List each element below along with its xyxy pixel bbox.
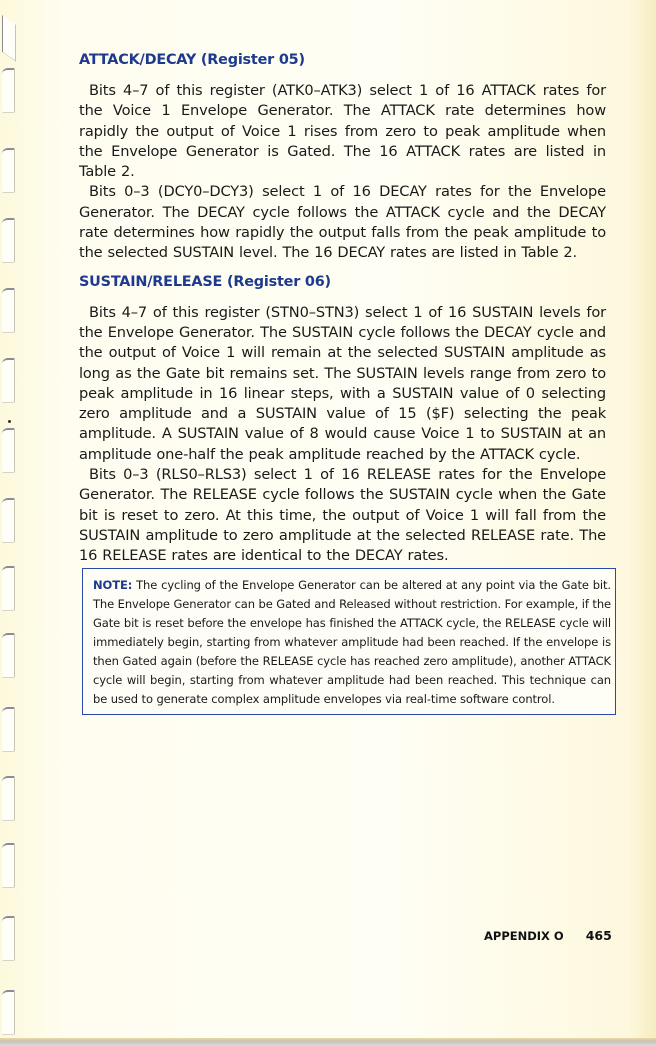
binder-hole: [2, 707, 15, 752]
binder-hole: [2, 218, 15, 263]
paragraph-attack: Bits 4–7 of this register (ATK0–ATK3) select 1 of 16 ATTACK rates for the Voice 1 Envelope Generator. The ATTACK rate determines how rapidly the output of Voice 1 rises from zero to peak amplitude when the Envelope Generator is Gated. The 16 ATTACK rates are listed in Table 2.: [79, 82, 606, 181]
ink-dot: [8, 420, 11, 423]
binder-hole: [2, 498, 15, 543]
paragraph-release: Bits 0–3 (RLS0–RLS3) select 1 of 16 RELEASE rates for the Envelope Generator. The RELEASE cycle follows the SUSTAIN cycle when the Gate bit is reset to zero. At this time, the output of Voice 1 will fall from the SUSTAIN amplitude to zero amplitude at the selected RELEASE rate. The 16 RELEASE rates are identical to the DECAY rates.: [79, 466, 606, 565]
binder-hole: [2, 990, 15, 1035]
binder-hole: [2, 15, 16, 62]
note-label: NOTE:: [93, 578, 133, 592]
binder-hole: [2, 843, 15, 888]
note-text: [93, 576, 611, 709]
page-number: 465: [585, 928, 612, 943]
page-content: [79, 50, 606, 567]
binder-hole: [2, 566, 15, 611]
section-heading-attack-decay: ATTACK/DECAY (Register 05): [79, 52, 305, 68]
section-heading-sustain-release: SUSTAIN/RELEASE (Register 06): [79, 273, 331, 290]
binder-hole: [2, 148, 15, 193]
paragraph-sustain: Bits 4–7 of this register (STN0–STN3) select 1 of 16 SUSTAIN levels for the Envelope Generator. The SUSTAIN cycle follows the DECAY cycle and the output of Voice 1 will remain at the selected SUSTAIN amplitude as long as the Gate bit remains set. The SUSTAIN levels range from zero to peak amplitude in 16 linear steps, with a SUSTAIN value of 0 selecting zero amplitude and a SUSTAIN value of 15 ($F) selecting the peak amplitude. A SUSTAIN value of 8 would cause Voice 1 to SUSTAIN at an amplitude one-half the peak amplitude reached by the ATTACK cycle.: [79, 303, 606, 463]
note-box: [82, 568, 616, 715]
page-footer: [484, 928, 612, 943]
binder-hole: [2, 428, 15, 473]
page-edge: [0, 1038, 656, 1046]
binder-hole: [2, 358, 15, 403]
binder-hole: [2, 633, 15, 678]
footer-section-label: APPENDIX O: [484, 929, 564, 943]
binder-hole: [2, 68, 15, 113]
binder-hole: [2, 288, 15, 333]
paragraph-decay: Bits 0–3 (DCY0–DCY3) select 1 of 16 DECAY rates for the Envelope Generator. The DECAY cycle follows the ATTACK cycle and the DECAY rate determines how rapidly the output falls from the peak amplitude to the selected SUSTAIN level. The 16 DECAY rates are listed in Table 2.: [79, 183, 606, 262]
binder-hole: [2, 776, 15, 821]
binder-hole: [2, 916, 15, 961]
note-body: The cycling of the Envelope Generator can be altered at any point via the Gate bit. The Envelope Generator can be Gated and Released without restriction. For example, if the Gate bit is reset before the envelope has finished the ATTACK cycle, the RELEASE cycle will immediately begin, starting from whatever amplitude had been reached. If the envelope is then Gated again (before the RELEASE cycle has reached zero amplitude), another ATTACK cycle will begin, starting from whatever amplitude had been reached. This technique can be used to generate complex amplitude envelopes via real-time software control.: [93, 578, 611, 706]
